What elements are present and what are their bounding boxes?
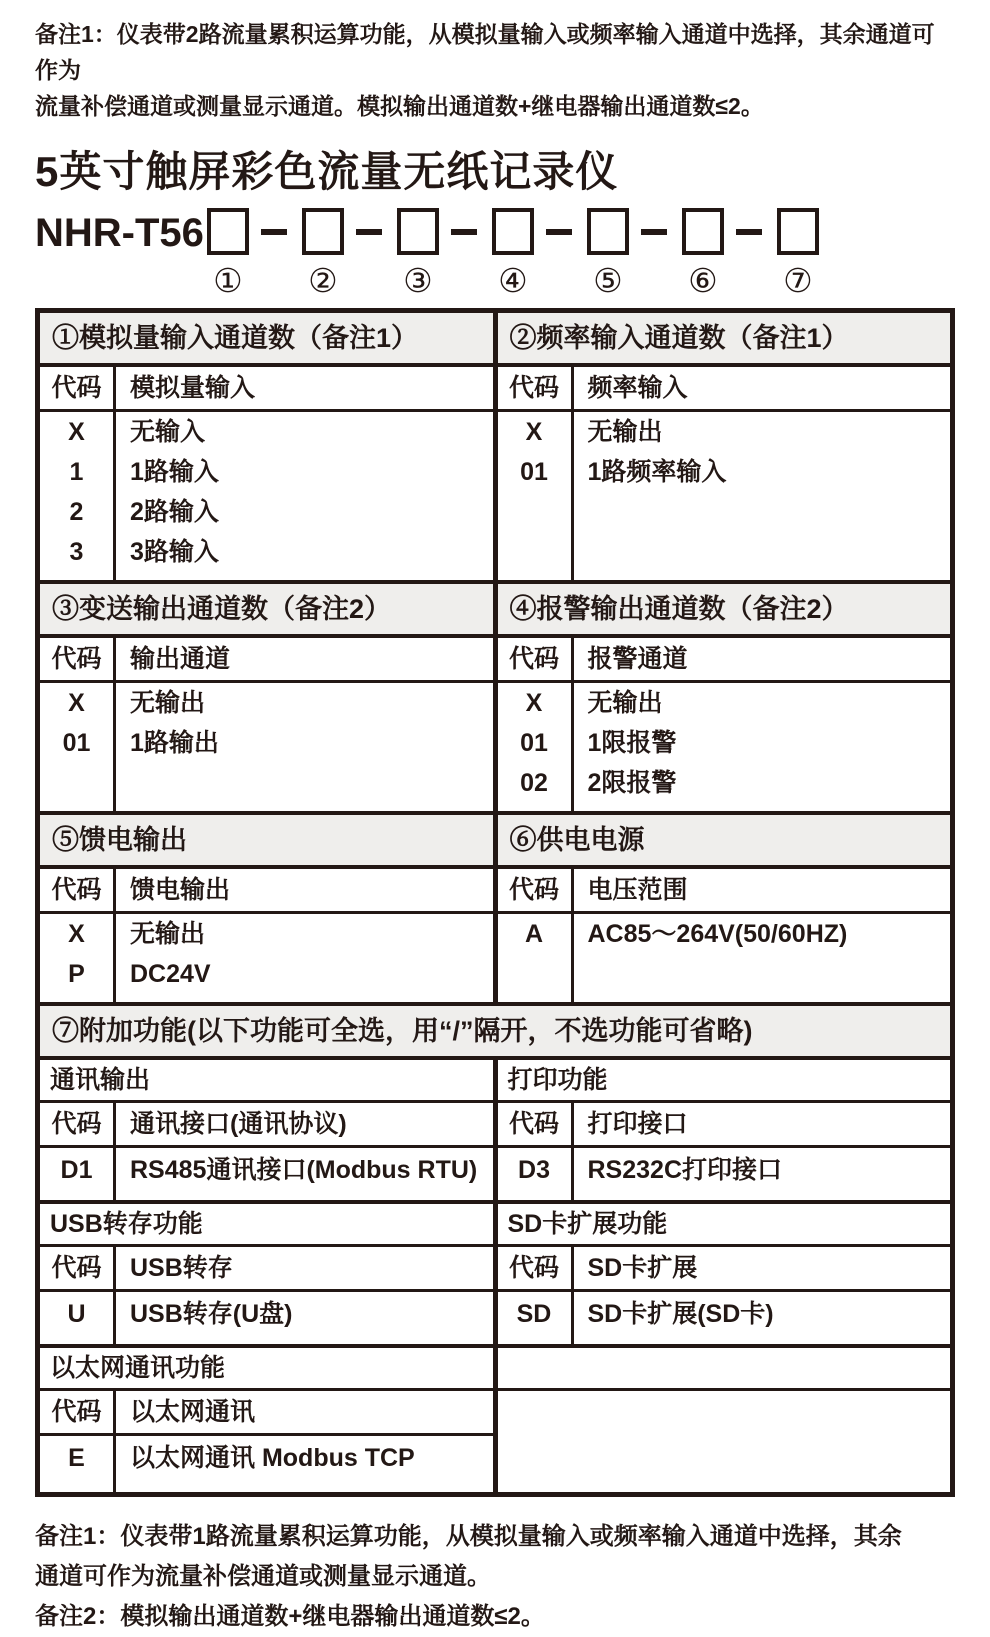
model-slot-6 (682, 208, 724, 300)
section-title: ⑤馈电输出 (40, 815, 493, 869)
ordering-spec-table (35, 308, 955, 1497)
code-cell: D3 (518, 1156, 550, 1184)
desc-cells (574, 683, 951, 811)
subsection-usb-transfer (40, 1204, 498, 1344)
section-rows (40, 412, 493, 580)
section-rows (40, 1436, 493, 1492)
bottom-note-line-1: 备注1：仪表带1路流量累积运算功能，从模拟量输入或频率输入通道中选择，其余 (35, 1523, 902, 1550)
desc-cells (574, 1292, 951, 1344)
desc-cell: 3路输入 (130, 538, 219, 566)
model-slot-box-6 (682, 208, 724, 255)
desc-cell: 1路输出 (130, 729, 219, 757)
table-band-1 (40, 313, 950, 580)
desc-cell: 无输出 (587, 418, 663, 446)
desc-cell: 1路频率输入 (587, 458, 727, 486)
desc-column-header: 通讯接口(通讯协议) (130, 1110, 347, 1138)
code-cell: U (67, 1300, 86, 1328)
model-slot-box-5 (587, 208, 629, 255)
code-cell: SD (516, 1300, 552, 1328)
desc-column-header: 馈电输出 (130, 876, 231, 904)
desc-column-header: 输出通道 (130, 645, 231, 673)
section-rows (40, 1292, 493, 1344)
desc-cells (116, 412, 493, 580)
code-cell: X (68, 920, 85, 948)
code-cells (40, 1292, 116, 1344)
column-header-row (40, 638, 493, 683)
desc-cells (116, 914, 493, 1002)
desc-cells (116, 1148, 493, 1200)
code-column-header: 代码 (40, 869, 116, 911)
model-slot-1 (207, 208, 249, 300)
desc-cells (574, 914, 951, 1002)
code-cell: A (524, 920, 544, 948)
model-slot-3 (397, 208, 439, 300)
empty-header-cell (498, 1348, 951, 1391)
code-cell: X (68, 418, 85, 446)
code-cell: 02 (520, 769, 548, 797)
code-cells (498, 683, 574, 811)
desc-cell: 无输出 (130, 689, 206, 717)
code-cell: X (525, 418, 543, 446)
code-column-header: 代码 (40, 1103, 116, 1145)
model-slot-number-1: ① (213, 261, 243, 300)
section-rows (40, 683, 493, 811)
model-separator-dash (546, 229, 572, 235)
model-slot-box-1 (207, 208, 249, 255)
bottom-notes (35, 1517, 955, 1637)
code-cells (498, 1148, 574, 1200)
desc-column-header: 以太网通讯 (130, 1398, 256, 1426)
desc-cell: 1限报警 (587, 729, 677, 757)
code-cells (498, 412, 574, 580)
model-slot-box-2 (302, 208, 344, 255)
section-rows (498, 914, 951, 1002)
section-rows (498, 683, 951, 811)
column-header-row (40, 1103, 493, 1148)
model-slot-number-5: ⑤ (593, 261, 623, 300)
code-cell: D1 (60, 1156, 93, 1184)
code-cells (498, 1292, 574, 1344)
code-cell: X (525, 689, 543, 717)
empty-cell (498, 1391, 951, 1492)
column-header-row (40, 869, 493, 914)
section-alarm-output-channels (498, 584, 951, 811)
column-header-row (40, 1391, 493, 1436)
section-feed-power-output (40, 815, 498, 1002)
model-slot-number-4: ④ (498, 261, 528, 300)
column-header-row (40, 367, 493, 412)
code-column-header: 代码 (40, 367, 116, 409)
model-slot-4 (492, 208, 534, 300)
desc-cell: RS232C打印接口 (587, 1156, 782, 1184)
desc-cell: 2限报警 (587, 769, 677, 797)
model-slot-5 (587, 208, 629, 300)
section-rows (40, 1148, 493, 1200)
section-transmit-output-channels (40, 584, 498, 811)
desc-column-header: SD卡扩展 (587, 1254, 698, 1282)
code-cell: P (68, 960, 85, 988)
desc-cells (116, 1436, 493, 1492)
subsection-empty (498, 1348, 951, 1492)
code-cell: 2 (69, 498, 84, 526)
code-cell: 3 (69, 538, 84, 566)
desc-cells (574, 412, 951, 580)
model-separator-dash (356, 229, 382, 235)
model-separator-dash (641, 229, 667, 235)
table-band-3 (40, 811, 950, 1002)
desc-cell: 无输出 (130, 920, 206, 948)
code-cell: 1 (69, 458, 84, 486)
section-rows (40, 914, 493, 1002)
section-title: ③变送输出通道数（备注2） (40, 584, 493, 638)
code-cells (40, 1148, 116, 1200)
column-header-row (498, 1247, 951, 1292)
code-column-header: 代码 (40, 1247, 116, 1289)
desc-cell: 以太网通讯 Modbus TCP (130, 1444, 415, 1472)
section-frequency-input-channels (498, 313, 951, 580)
code-cells (498, 914, 574, 1002)
model-prefix: NHR-T56 (35, 211, 204, 255)
code-cell: E (68, 1444, 85, 1472)
model-slot-box-4 (492, 208, 534, 255)
model-slot-7 (777, 208, 819, 300)
code-column-header: 代码 (40, 638, 116, 680)
top-note-line-2: 流量补偿通道或测量显示通道。模拟输出通道数+继电器输出通道数≤2。 (35, 93, 764, 119)
section-title: ④报警输出通道数（备注2） (498, 584, 951, 638)
code-cell: 01 (62, 729, 91, 757)
section-rows (498, 1148, 951, 1200)
model-number-line (35, 208, 955, 300)
subsection-sd-card-expansion (498, 1204, 951, 1344)
section-power-supply (498, 815, 951, 1002)
desc-cell: USB转存(U盘) (130, 1300, 293, 1328)
model-slot-number-3: ③ (403, 261, 433, 300)
code-cells (40, 412, 116, 580)
column-header-row (40, 1247, 493, 1292)
model-slot-2 (302, 208, 344, 300)
section-additional-functions-header: ⑦附加功能(以下功能可全选，用“/”隔开，不选功能可省略) (40, 1002, 950, 1056)
desc-cells (116, 1292, 493, 1344)
desc-cell: 无输出 (587, 689, 663, 717)
desc-cell: AC85～264V(50/60HZ) (587, 920, 848, 948)
code-column-header: 代码 (498, 869, 574, 911)
subsection-title: 打印功能 (498, 1060, 951, 1103)
subsection-title: SD卡扩展功能 (498, 1204, 951, 1247)
code-cells (40, 1436, 116, 1492)
desc-cell: 1路输入 (130, 458, 219, 486)
subsection-communication-output (40, 1060, 498, 1200)
page-title: 5英寸触屏彩色流量无纸记录仪 (35, 148, 619, 195)
column-header-row (498, 367, 951, 412)
subsection-title: USB转存功能 (40, 1204, 493, 1247)
desc-cell: 2路输入 (130, 498, 219, 526)
model-slot-number-2: ② (308, 261, 338, 300)
code-cells (40, 914, 116, 1002)
subsection-ethernet-communication (40, 1348, 498, 1492)
code-column-header: 代码 (498, 1103, 574, 1145)
code-column-header: 代码 (498, 1247, 574, 1289)
model-slot-number-7: ⑦ (783, 261, 813, 300)
desc-cell: SD卡扩展(SD卡) (587, 1300, 774, 1328)
desc-cells (116, 683, 493, 811)
table-band-4 (40, 1056, 950, 1200)
section-rows (498, 412, 951, 580)
desc-column-header: 频率输入 (587, 374, 688, 402)
model-separator-dash (261, 229, 287, 235)
subsection-title: 通讯输出 (40, 1060, 493, 1103)
code-cell: 01 (520, 458, 548, 486)
column-header-row (498, 638, 951, 683)
section-title: ⑥供电电源 (498, 815, 951, 869)
desc-column-header: USB转存 (130, 1254, 233, 1282)
code-column-header: 代码 (40, 1391, 116, 1433)
code-cell: 01 (520, 729, 548, 757)
code-column-header: 代码 (498, 638, 574, 680)
section-title: ②频率输入通道数（备注1） (498, 313, 951, 367)
section-title: ①模拟量输入通道数（备注1） (40, 313, 493, 367)
desc-column-header: 报警通道 (587, 645, 688, 673)
model-slot-box-3 (397, 208, 439, 255)
table-band-5 (40, 1200, 950, 1344)
desc-cells (574, 1148, 951, 1200)
subsection-print-function (498, 1060, 951, 1200)
section-analog-input-channels (40, 313, 498, 580)
section-rows (498, 1292, 951, 1344)
model-slot-box-7 (777, 208, 819, 255)
code-cells (40, 683, 116, 811)
bottom-note-line-2: 通道可作为流量补偿通道或测量显示通道。 (35, 1563, 491, 1590)
table-band-2 (40, 580, 950, 811)
top-note (35, 16, 955, 124)
desc-column-header: 打印接口 (587, 1110, 688, 1138)
code-column-header: 代码 (498, 367, 574, 409)
model-separator-dash (736, 229, 762, 235)
subsection-title: 以太网通讯功能 (40, 1348, 493, 1391)
column-header-row (498, 1103, 951, 1148)
model-slot-number-6: ⑥ (688, 261, 718, 300)
table-band-6 (40, 1344, 950, 1492)
column-header-row (498, 869, 951, 914)
desc-cell: DC24V (130, 960, 211, 988)
model-separator-dash (451, 229, 477, 235)
desc-column-header: 模拟量输入 (130, 374, 256, 402)
bottom-note-line-3: 备注2：模拟输出通道数+继电器输出通道数≤2。 (35, 1603, 545, 1630)
desc-cell: 无输入 (130, 418, 206, 446)
code-cell: X (68, 689, 85, 717)
desc-cell: RS485通讯接口(Modbus RTU) (130, 1156, 478, 1184)
desc-column-header: 电压范围 (587, 876, 688, 904)
top-note-line-1: 备注1：仪表带2路流量累积运算功能，从模拟量输入或频率输入通道中选择，其余通道可作为 (35, 21, 935, 83)
